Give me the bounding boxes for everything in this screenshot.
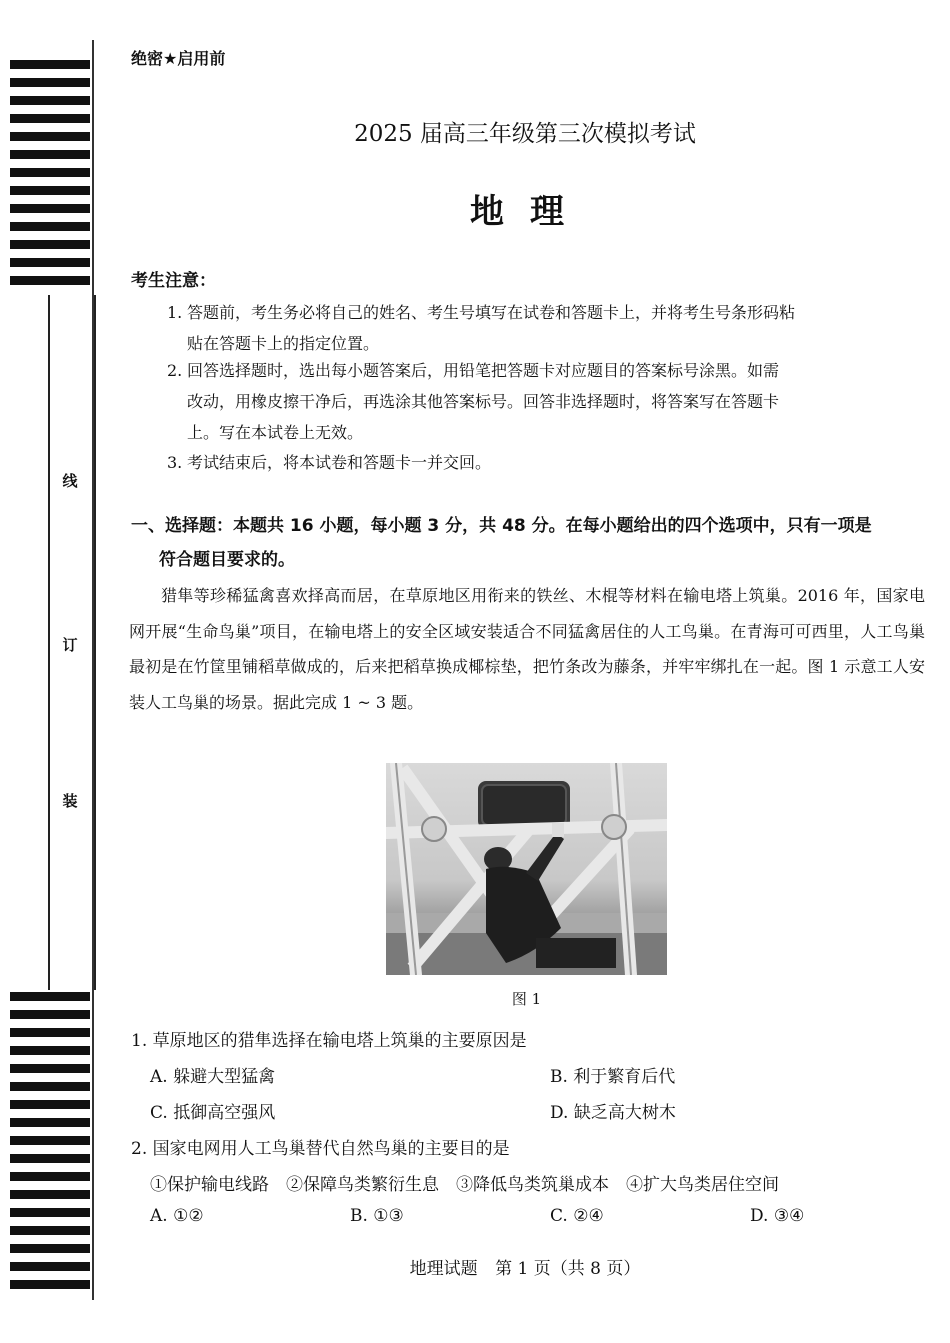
strip-bar bbox=[10, 240, 90, 249]
notice-item-1 bbox=[167, 297, 927, 359]
strip-bar bbox=[10, 1064, 90, 1073]
notice-line: 答题前，考生务必将自己的姓名、考生号填写在试卷和答题卡上，并将考生号条形码粘 bbox=[187, 303, 796, 322]
footer-page-number: 第 1 页（共 8 页） bbox=[495, 1259, 641, 1279]
strip-bar bbox=[10, 1046, 90, 1055]
strip-bar bbox=[10, 276, 90, 285]
question-2-option-d: D. ③④ bbox=[750, 1206, 805, 1226]
strip-bar bbox=[10, 1100, 90, 1109]
section-heading-line: 符合题目要求的。 bbox=[159, 550, 295, 570]
notice-line: 考试结束后，将本试卷和答题卡一并交回。 bbox=[187, 453, 492, 472]
question-2-option-a: A. ①② bbox=[150, 1206, 204, 1226]
footer-subject-label: 地理试题 bbox=[409, 1259, 478, 1279]
reading-passage: 猎隼等珍稀猛禽喜欢择高而居，在草原地区用衔来的铁丝、木棍等材料在输电塔上筑巢。2016 年，国家电网开展“生命鸟巢”项目，在输电塔上的安全区域安装适合不同猛禽居住的人工鸟巢。在青海可可西里，人工鸟巢最初是在竹筐里铺稻草做成的，后来把稻草换成椰棕垫，把竹条改为藤条，并牢牢绑扎在一起。图 1 示意工人安装人工鸟巢的场景。据此完成 1 ~ 3 题。 bbox=[129, 586, 925, 712]
notice-title: 考生注意： bbox=[131, 271, 216, 291]
strip-bar bbox=[10, 1244, 90, 1253]
notice-num: 2. bbox=[167, 361, 183, 380]
secret-mark: 绝密★启用前 bbox=[131, 49, 226, 68]
seal-label-xian: 线 bbox=[62, 472, 78, 490]
question-2-option-c: C. ②④ bbox=[550, 1206, 604, 1226]
figure-photo-nest-installation bbox=[386, 763, 667, 975]
strip-bar bbox=[10, 1028, 90, 1037]
strip-bar bbox=[10, 1226, 90, 1235]
strip-bar bbox=[10, 1280, 90, 1289]
notice-line: 贴在答题卡上的指定位置。 bbox=[187, 334, 380, 353]
page-footer bbox=[0, 1254, 950, 1279]
section-heading-line: 一、选择题：本题共 16 小题，每小题 3 分，共 48 分。在每小题给出的四个选项中，只有一项是 bbox=[131, 516, 872, 536]
exam-title: 2025 届高三年级第三次模拟考试 bbox=[354, 121, 696, 147]
notice-item-3 bbox=[167, 447, 927, 478]
seal-label-ding: 订 bbox=[62, 636, 78, 654]
figure-caption: 图 1 bbox=[511, 990, 542, 1008]
notice-num: 1. bbox=[167, 303, 183, 322]
question-1-option-c: C. 抵御高空强风 bbox=[150, 1103, 276, 1123]
strip-bar bbox=[10, 168, 90, 177]
notice-line: 上。写在本试卷上无效。 bbox=[187, 423, 364, 442]
question-1-option-a: A. 躲避大型猛禽 bbox=[150, 1067, 276, 1087]
strip-bar bbox=[10, 1082, 90, 1091]
strip-bar bbox=[10, 96, 90, 105]
tower-worker-illustration bbox=[386, 763, 667, 975]
strip-bar bbox=[10, 1154, 90, 1163]
strip-bar bbox=[10, 1208, 90, 1217]
question-2-stem: 2. 国家电网用人工鸟巢替代自然鸟巢的主要目的是 bbox=[131, 1139, 510, 1159]
strip-bar bbox=[10, 78, 90, 87]
notice-line: 改动，用橡皮擦干净后，再选涂其他答案标号。回答非选择题时，将答案写在答题卡 bbox=[187, 392, 780, 411]
subject-title: 地理 bbox=[470, 192, 590, 232]
question-2-statements: ①保护输电线路 ②保障鸟类繁衍生息 ③降低鸟类筑巢成本 ④扩大鸟类居住空间 bbox=[150, 1175, 779, 1195]
strip-bar bbox=[10, 258, 90, 267]
strip-bar bbox=[10, 1172, 90, 1181]
strip-bar bbox=[10, 60, 90, 69]
strip-bar bbox=[10, 1118, 90, 1127]
strip-bar bbox=[10, 1190, 90, 1199]
strip-bar bbox=[10, 150, 90, 159]
question-1-stem: 1. 草原地区的猎隼选择在输电塔上筑巢的主要原因是 bbox=[131, 1031, 527, 1051]
strip-bar bbox=[10, 1010, 90, 1019]
notice-line: 回答选择题时，选出每小题答案后，用铅笔把答题卡对应题目的答案标号涂黑。如需 bbox=[187, 361, 780, 380]
question-2-option-b: B. ①③ bbox=[350, 1206, 404, 1226]
notice-item-2 bbox=[167, 355, 927, 448]
section-heading bbox=[131, 509, 926, 577]
seal-label-zhuang: 装 bbox=[62, 792, 78, 810]
notice-num: 3. bbox=[167, 453, 183, 472]
question-1-option-b: B. 利于繁育后代 bbox=[550, 1067, 676, 1087]
question-1-option-d: D. 缺乏高大树木 bbox=[550, 1103, 676, 1123]
strip-bar bbox=[10, 1136, 90, 1145]
